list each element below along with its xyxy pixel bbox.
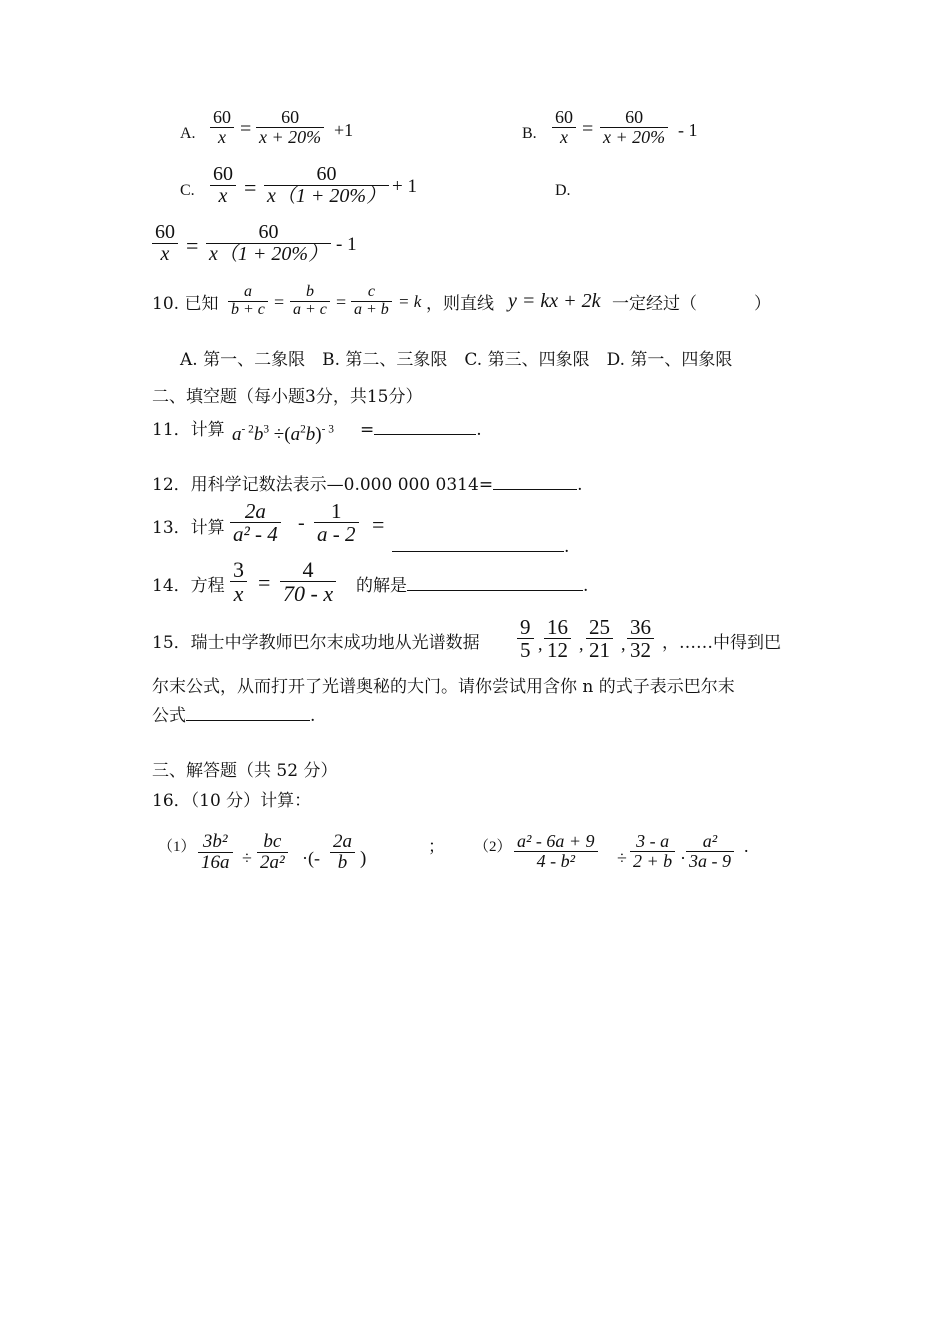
q16-semicolon: ； <box>428 837 445 857</box>
q14-prefix: 14．方程 <box>152 576 225 596</box>
option-c-tail: + 1 <box>392 176 417 197</box>
q15-fraction-2: 16 12 <box>544 616 571 661</box>
q16-p1-fraction-3: 2a b <box>330 832 355 873</box>
q15-line-3: 公式 . <box>152 706 316 726</box>
q10-prefix: 10. 已知 <box>152 294 219 314</box>
q10-equals-k: = k <box>398 292 422 311</box>
q15-fraction-3: 25 21 <box>586 616 613 661</box>
q16-p2-fraction-2: 3 - a 2 + b <box>630 832 675 871</box>
q15-fraction-4: 36 32 <box>627 616 654 661</box>
option-b-fraction-right: 60 x + 20% <box>600 108 668 147</box>
option-d-fraction-right: 60 x（1 + 20%） <box>206 222 331 265</box>
option-d-equals: = <box>186 233 199 258</box>
q14-fraction-1: 3 x <box>230 558 247 605</box>
q16-part-1-label: （1） <box>158 839 196 855</box>
q10-suffix: 一定经过（ <box>612 294 697 314</box>
option-a-label: A. <box>180 125 196 142</box>
q10-mid-text: ，则直线 <box>426 294 494 314</box>
option-c-equals: = <box>244 175 257 200</box>
option-b-tail: - 1 <box>678 120 698 140</box>
q15-prefix: 15．瑞士中学教师巴尔末成功地从光谱数据 <box>152 633 480 653</box>
q10-options: A. 第一、二象限 B. 第二、三象限 C. 第三、四象限 D. 第一、四象限 <box>180 350 733 370</box>
option-d-fraction-left: 60 x <box>152 222 178 265</box>
q16-p1-fraction-1: 3b² 16a <box>198 832 233 873</box>
option-b-label: B. <box>522 125 537 142</box>
section-3-title: 三、解答题（共 52 分） <box>152 761 338 781</box>
q10-fraction-1: a b + c <box>228 284 268 319</box>
q10-close-paren: ） <box>754 294 771 314</box>
q10-fraction-3: c a + b <box>351 284 392 319</box>
option-a-equals: = <box>240 118 252 140</box>
option-a-fraction-left: 60 x <box>210 108 234 147</box>
q16-p2-times: · <box>680 848 686 868</box>
q16-p2-end: . <box>744 836 749 856</box>
q14-suffix: 的解是 . <box>356 576 589 596</box>
q16-p1-divide: ÷ <box>242 848 252 868</box>
q13-minus: - <box>298 512 305 534</box>
q16-p1-fraction-2: bc 2a² <box>257 832 288 873</box>
q10-equals-2: = <box>336 292 347 312</box>
option-a-tail: +1 <box>334 120 354 140</box>
option-b-fraction-left: 60 x <box>552 108 576 147</box>
q16-p1-close: ) <box>360 848 367 869</box>
q11-equals: = . <box>360 420 482 440</box>
q16-part-2-label: （2） <box>474 839 512 855</box>
q16-p2-divide: ÷ <box>617 848 627 868</box>
q13-fraction-2: 1 a - 2 <box>314 500 359 545</box>
option-b-equals: = <box>582 118 594 140</box>
q11-prefix: 11．计算 <box>152 420 225 440</box>
q11-expression: $a^{- 2}b^3 \div(a^2b)^{- 3}$ <box>232 423 334 445</box>
q15-comma-3: , <box>621 634 626 654</box>
option-c-label: C. <box>180 182 195 199</box>
q15-comma-2: , <box>579 634 584 654</box>
q14-fraction-2: 4 70 - x <box>280 558 336 605</box>
q12-text: 12．用科学记数法表示—0.000 000 0314= . <box>152 475 583 495</box>
q14-equals: = <box>258 570 271 595</box>
option-c-fraction-left: 60 x <box>210 164 236 207</box>
q13-answer-blank: . <box>392 536 569 558</box>
section-2-title: 二、填空题（每小题3分，共15分） <box>152 387 423 407</box>
option-d-label: D. <box>555 182 571 199</box>
q16-title: 16．（10 分）计算： <box>152 791 312 811</box>
q15-fraction-1: 9 5 <box>517 616 534 661</box>
q15-line-2: 尔末公式，从而打开了光谱奥秘的大门。请你尝试用含你 n 的式子表示巴尔末 <box>152 677 735 697</box>
q13-fraction-1: 2a a² - 4 <box>230 500 281 545</box>
q10-fraction-2: b a + c <box>290 284 330 319</box>
q16-p2-fraction-3: a² 3a - 9 <box>686 832 734 871</box>
q16-p2-fraction-1: a² - 6a + 9 4 - b² <box>514 832 598 871</box>
option-a-fraction-right: 60 x + 20% <box>256 108 324 147</box>
q10-equals-1: = <box>274 292 285 312</box>
q13-prefix: 13．计算 <box>152 518 225 538</box>
q15-comma-1: , <box>538 634 543 654</box>
option-c-fraction-right: 60 x（1 + 20%） <box>264 164 389 207</box>
option-d-tail: - 1 <box>336 234 357 255</box>
q10-line-equation: y = kx + 2k <box>508 290 601 312</box>
q16-p1-times: ·(- <box>302 848 320 868</box>
q15-dots: ，……中得到巴 <box>662 633 781 653</box>
q13-equals: = <box>372 512 385 537</box>
